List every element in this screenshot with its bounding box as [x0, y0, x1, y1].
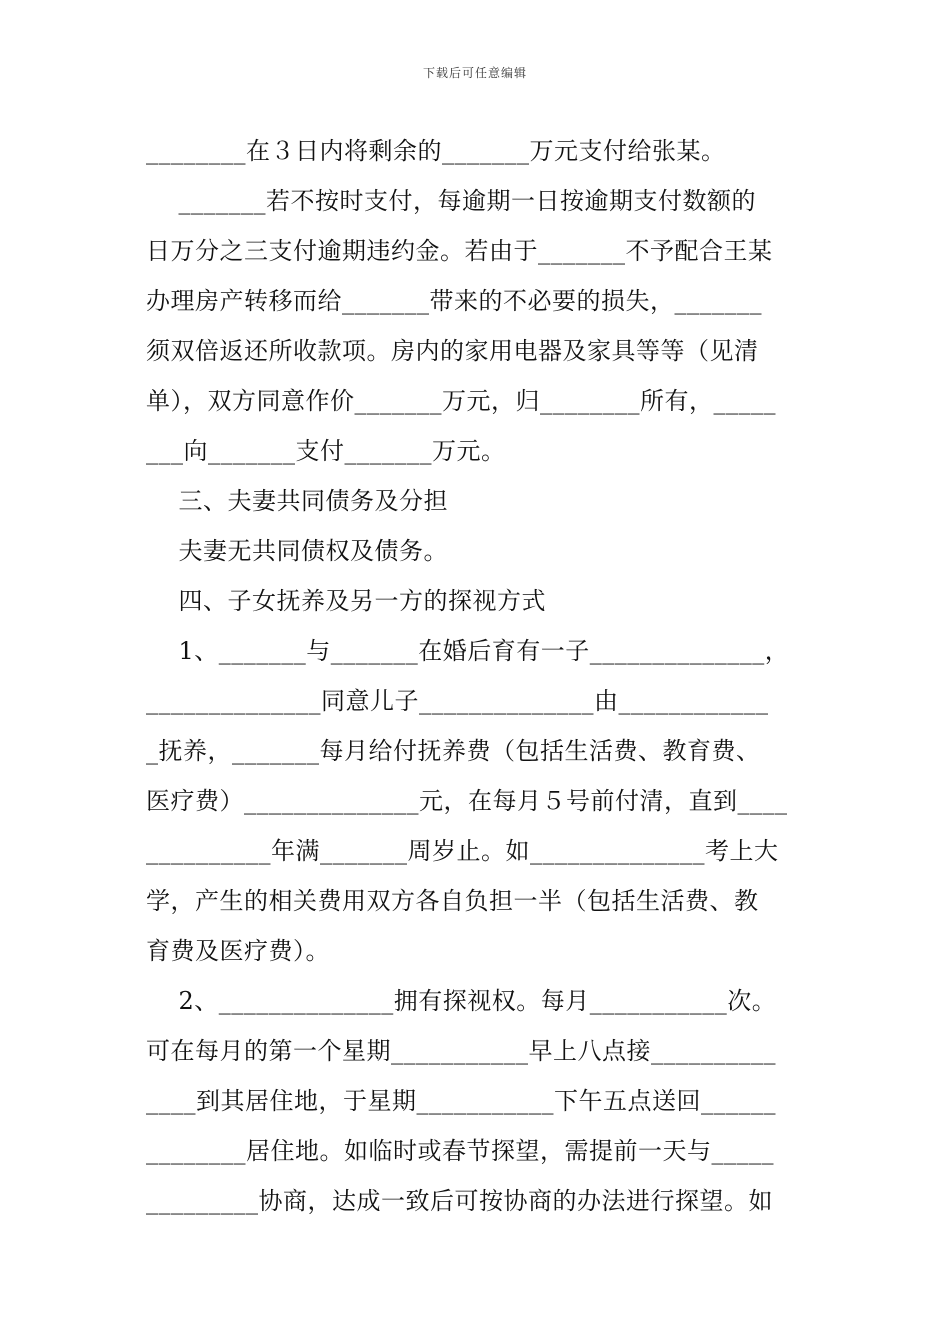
- body-line: 单），双方同意作价_______万元，归________所有，_____: [146, 387, 776, 415]
- body-line: ________在３日内将剩余的_______万元支付给张某。: [146, 137, 726, 165]
- section-heading: 三、夫妻共同债务及分担: [146, 487, 449, 515]
- body-line: __________年满_______周岁止。如______________考上大: [146, 837, 779, 865]
- body-line: ___向_______支付_______万元。: [146, 437, 506, 465]
- body-line: ______________同意儿子______________由____________: [146, 687, 769, 715]
- body-line: 可在每月的第一个星期___________早上八点接__________: [146, 1037, 776, 1065]
- body-line: ____到其居住地，于星期___________下午五点送回______: [146, 1087, 776, 1115]
- body-line: 1、_______与_______在婚后育有一子______________，: [146, 637, 790, 665]
- body-line: 医疗费）______________元，在每月５号前付清，直到____: [146, 787, 788, 815]
- body-line: 2、______________拥有探视权。每月___________次。: [146, 987, 777, 1015]
- body-line: 育费及医疗费）。: [146, 937, 330, 965]
- section-heading: 四、子女抚养及另一方的探视方式: [146, 587, 547, 615]
- body-line: 日万分之三支付逾期违约金。若由于_______不予配合王某: [146, 237, 773, 265]
- header-note: 下载后可任意编辑: [422, 66, 527, 80]
- body-line: ________居住地。如临时或春节探望，需提前一天与_____: [146, 1137, 774, 1165]
- body-line: 须双倍返还所收款项。房内的家用电器及家具等等（见清: [146, 337, 759, 365]
- document-body: [146, 126, 811, 1226]
- body-line: 办理房产转移而给_______带来的不必要的损失，_______: [146, 287, 762, 315]
- body-line: _________协商，达成一致后可按协商的办法进行探望。如: [146, 1187, 773, 1215]
- body-line: 学，产生的相关费用双方各自负担一半（包括生活费、教: [146, 887, 759, 915]
- body-line: _______若不按时支付，每逾期一日按逾期支付数额的: [146, 187, 757, 215]
- body-line: 夫妻无共同债权及债务。: [146, 537, 449, 565]
- body-line: _抚养，_______每月给付抚养费（包括生活费、教育费、: [146, 737, 761, 765]
